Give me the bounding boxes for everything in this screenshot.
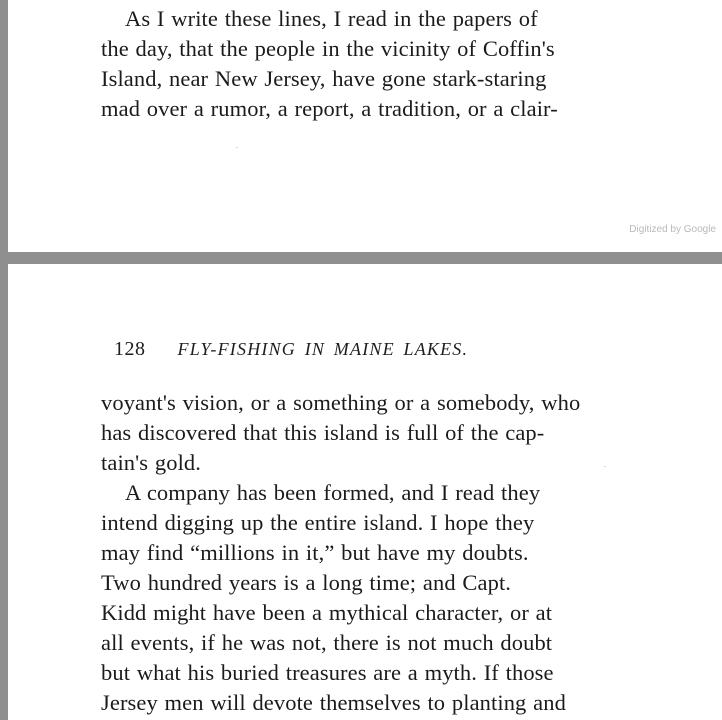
paragraph-line: Kidd might have been a mythical character, or at bbox=[101, 600, 553, 625]
running-title: FLY-FISHING IN MAINE LAKES. bbox=[177, 339, 469, 359]
paragraph-line: the day, that the people in the vicinity of Coffin's bbox=[101, 36, 555, 61]
page-top bbox=[8, 0, 722, 252]
paragraph-line: but what his buried treasures are a myth. If those bbox=[101, 660, 554, 685]
paragraph-line: has discovered that this island is full of the cap- bbox=[101, 420, 545, 445]
paragraph-line: may find “millions in it,” but have my doubts. bbox=[101, 540, 529, 565]
page-bottom bbox=[8, 264, 722, 720]
paragraph-line: all events, if he was not, there is not much doubt bbox=[101, 630, 553, 655]
paragraph-line: Jersey men will devote themselves to planting and bbox=[101, 690, 566, 715]
page-number: 128 bbox=[114, 338, 146, 360]
paragraph-line: intend digging up the entire island. I hope they bbox=[101, 510, 535, 535]
scan-speck bbox=[604, 466, 606, 467]
paragraph-line: Two hundred years is a long time; and Capt. bbox=[101, 570, 512, 595]
running-head bbox=[114, 338, 468, 362]
scan-speck bbox=[236, 147, 238, 148]
paragraph-line: Island, near New Jersey, have gone stark-staring bbox=[101, 66, 547, 91]
digitized-watermark: Digitized by Google bbox=[629, 224, 716, 235]
paragraph-line: As I write these lines, I read in the papers of bbox=[125, 6, 538, 31]
paragraph-line: voyant's vision, or a something or a somebody, who bbox=[101, 390, 581, 415]
paragraph-line: mad over a rumor, a report, a tradition, or a clair- bbox=[101, 96, 558, 121]
paragraph-line: A company has been formed, and I read they bbox=[125, 480, 541, 505]
paragraph-line: tain's gold. bbox=[101, 450, 202, 475]
